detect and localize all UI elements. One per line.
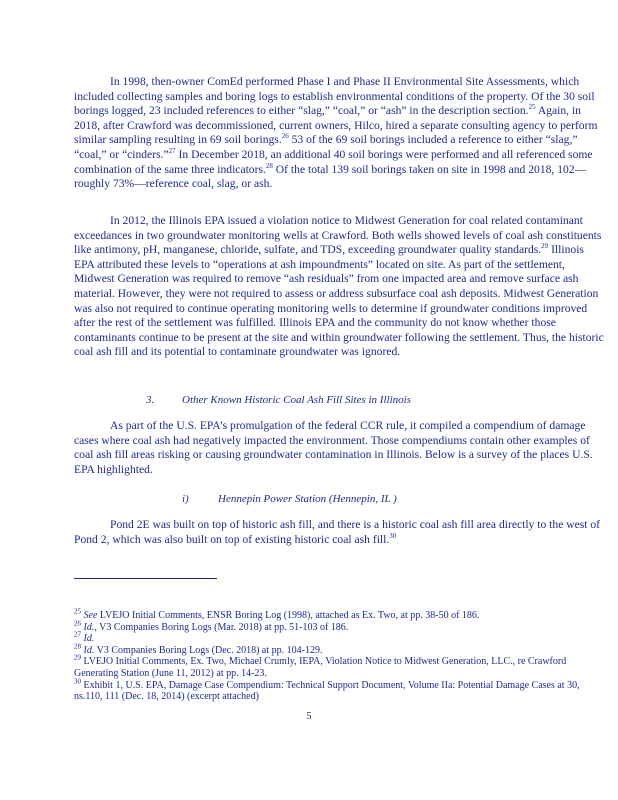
footnote-ref-29: 29 xyxy=(541,242,549,251)
footnote-text: Exhibit 1, U.S. EPA, Damage Case Compendium: Technical Support Document, Volume IIa: Potential Damage Cases at 30, ns.110, 111 (Dec. 18, 2014) (excerpt attached) xyxy=(74,679,580,703)
paragraph-text: In 2012, the Illinois EPA issued a violation notice to Midwest Generation for coal related contaminant exceedances in two groundwater monitoring wells at Crawford. Both wells showed levels of coal ash constituents like antimony, pH, manganese, chloride, sulfate, and TDS, exceeding groundwater quality standards. xyxy=(74,214,602,257)
footnote-ref-30: 30 xyxy=(389,531,397,540)
footnote-signal: Id. xyxy=(83,633,95,645)
page-number: 5 xyxy=(306,711,312,722)
paragraph-text: 53 of the 69 soil borings included a reference to either “slag,” “coal,” or “cinders.” xyxy=(74,133,578,161)
heading-number: 3. xyxy=(146,394,155,406)
footnote-ref-28: 28 xyxy=(265,161,273,170)
paragraph-text: Again, in 2018, after Crawford was decommissioned, current owners, Hilco, hired a separate consulting agency to perform similar sampling resulting in 69 soil borings. xyxy=(74,104,598,147)
subsection-heading-hennepin xyxy=(182,492,397,506)
footnote-signal: See xyxy=(83,610,98,621)
footnote-number: 29 xyxy=(74,654,81,663)
footnote-text: LVEJO Initial Comments, ENSR Boring Log (1998), attached as Ex. Two, at pp. 38-50 of 186. xyxy=(97,610,480,621)
section-heading-3 xyxy=(146,393,411,407)
footnote-separator xyxy=(74,578,217,579)
paragraph-text: As part of the U.S. EPA’s promulgation of the federal CCR rule, it compiled a compendium of damage cases where coal ash had negatively impacted the environment. Those compendiums contain other examples of coal ash fill areas risking or causing groundwater contamination in Illinois. Below is a survey of the places U.S. EPA highlighted. xyxy=(74,419,593,476)
paragraph-text: In 1998, then-owner ComEd performed Phase I and Phase II Environmental Site Assessments, which included collecting samples and boring logs to establish environmental conditions of the property. Of the 30 soil borings logged, 23 included references to either “slag,” “coal,” or “ash” in the description section. xyxy=(74,75,595,118)
footnote-30 xyxy=(74,677,604,703)
footnote-ref-27: 27 xyxy=(168,147,176,156)
paragraph-1998-assessments xyxy=(74,75,604,192)
footnote-25 xyxy=(74,607,604,622)
paragraph-text: Pond 2E was built on top of historic ash fill, and there is a historic coal ash fill area directly to the west of Pond 2, which was also built on top of existing historic coal ash fill. xyxy=(74,518,601,546)
footnote-text: LVEJO Initial Comments, Ex. Two, Michael Crumly, IEPA, Violation Notice to Midwest Generation, LLC., re Crawford Generating Station (June 11, 2012) at pp. 14-23. xyxy=(74,656,567,679)
footnote-signal: Id. xyxy=(83,644,95,656)
paragraph-pond-2e xyxy=(74,518,604,547)
footnote-ref-26: 26 xyxy=(281,132,289,141)
footnote-signal: Id. xyxy=(83,621,95,633)
footnote-number: 27 xyxy=(74,630,81,639)
footnote-number: 25 xyxy=(74,607,81,616)
heading-number: i) xyxy=(182,493,189,505)
footnote-29 xyxy=(74,656,604,679)
footnote-28 xyxy=(74,642,604,657)
footnote-number: 30 xyxy=(74,677,81,686)
footnotes xyxy=(74,607,604,703)
heading-text: Other Known Historic Coal Ash Fill Sites in Illinois xyxy=(182,394,411,406)
footnote-text: , V3 Companies Boring Logs (Mar. 2018) at pp. 51-103 of 186. xyxy=(94,621,349,633)
paragraph-text: In December 2018, an additional 40 soil borings were performed and all referenced some combination of the same three indicators. xyxy=(74,147,593,176)
footnote-number: 26 xyxy=(74,619,81,628)
paragraph-text: Illinois EPA attributed these levels to “operations at ash impoundments” located on site. As part of the settlement, Midwest Generation was required to remove “ash residuals” from one impacted area and remove surface ash material. However, they were not required to assess or address subsurface coal ash deposits. Midwest Generation was also not required to continue operating monitoring wells to determine if groundwater conditions improved after the rest of the settlement was fulfilled. Illinois EPA and the community do not know whether those contaminants continue to be present at the site and within groundwater following the settlement. Thus, the historic coal ash fill and its potential to contaminate groundwater was ignored. xyxy=(74,243,604,359)
heading-text: Hennepin Power Station (Hennepin, IL ) xyxy=(218,493,397,505)
paragraph-2012-violation xyxy=(74,214,604,360)
paragraph-epa-compendium xyxy=(74,419,604,477)
footnote-26 xyxy=(74,619,604,634)
paragraph-text: Of the total 139 soil borings taken on site in 1998 and 2018, 102—roughly 73%—reference coal, slag, or ash. xyxy=(74,162,587,191)
footnote-text: V3 Companies Boring Logs (Dec. 2018) at pp. 104-129. xyxy=(94,644,323,656)
footnote-ref-25: 25 xyxy=(528,103,536,112)
footnote-27 xyxy=(74,630,604,645)
footnote-number: 28 xyxy=(74,642,81,651)
